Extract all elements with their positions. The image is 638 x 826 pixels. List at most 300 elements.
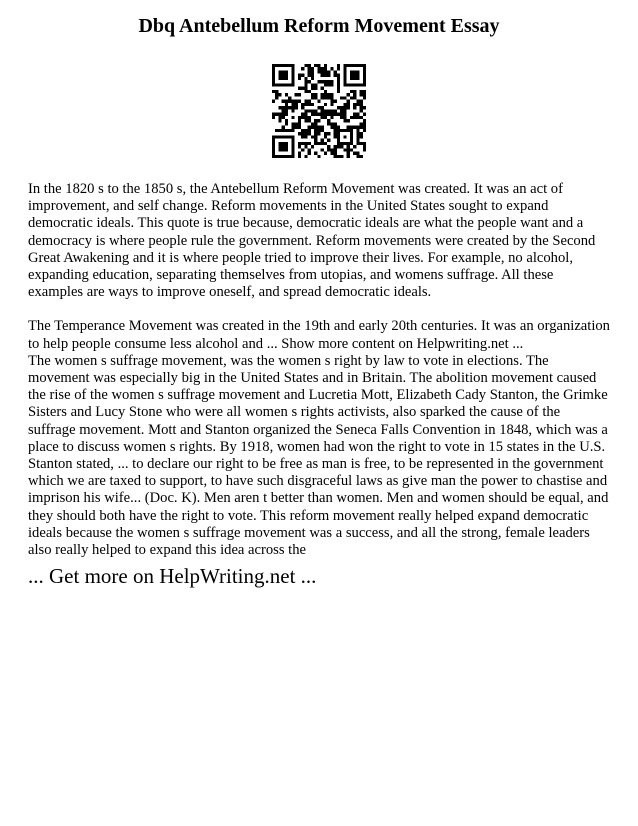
qr-module — [304, 90, 307, 93]
qr-module — [363, 96, 366, 99]
qr-module — [343, 64, 346, 67]
qr-module — [347, 64, 350, 67]
paragraph-suffrage: The women s suffrage movement, was the women s right by law to vote in elections. The movement was especially big in the United States and in Britain. The abolition movement caused the rise of the women s suffrage movement and Lucretia Mott, Elizabeth Cady Stanton, the Grimke Sisters and Lucy Stone who were all women s rights activists, also sparked the cause of the suffrage movement. Mott and Stanton organized the Seneca Falls Convention in 1848, which was a place to discuss women s rights. By 1918, women had won the right to vote in 15 states in the U.S. Stanton stated, ... to declare our right to be free as man is free, to be represented in the government which we are taxed to support, to have such disgraceful laws as give man the power to chastise and imprison his wife... (Doc. K). Men aren t better than women. Men and women should be equal, and they should both have the right to vote. This reform movement really helped expand democratic ideals because the women s suffrage movement was a success, and all the strong, female leaders also really helped to expand this idea across the — [28, 352, 609, 559]
qr-module — [317, 113, 320, 116]
qr-module — [301, 148, 304, 151]
qr-module — [330, 100, 333, 103]
qr-module — [324, 74, 327, 77]
qr-module — [285, 155, 288, 158]
qr-module — [295, 106, 298, 109]
qr-module — [304, 132, 307, 135]
qr-module — [356, 152, 359, 155]
qr-module — [353, 106, 356, 109]
qr-module — [272, 152, 275, 155]
qr-module — [363, 93, 366, 96]
qr-module — [298, 100, 301, 103]
qr-module — [314, 113, 317, 116]
qr-module — [353, 113, 356, 116]
qr-module — [337, 74, 340, 77]
qr-module — [321, 93, 324, 96]
qr-module — [291, 106, 294, 109]
qr-module — [314, 119, 317, 122]
qr-module — [295, 93, 298, 96]
qr-module — [334, 135, 337, 138]
qr-module — [324, 109, 327, 112]
qr-module — [278, 142, 281, 145]
qr-module — [311, 74, 314, 77]
qr-module — [314, 142, 317, 145]
qr-module — [321, 106, 324, 109]
qr-module — [337, 132, 340, 135]
qr-module — [272, 155, 275, 158]
qr-module — [343, 74, 346, 77]
qr-module — [291, 126, 294, 129]
qr-module — [282, 109, 285, 112]
qr-module — [301, 129, 304, 132]
qr-module — [321, 116, 324, 119]
page-title: Dbq Antebellum Reform Movement Essay — [138, 15, 500, 37]
qr-module — [327, 93, 330, 96]
qr-module — [334, 70, 337, 73]
qr-module — [324, 70, 327, 73]
qr-module — [363, 80, 366, 83]
qr-module — [327, 119, 330, 122]
qr-module — [334, 155, 337, 158]
qr-module — [353, 83, 356, 86]
qr-module — [291, 142, 294, 145]
qr-module — [340, 145, 343, 148]
qr-module — [350, 129, 353, 132]
qr-module — [311, 109, 314, 112]
qr-module — [291, 100, 294, 103]
qr-module — [272, 148, 275, 151]
qr-module — [334, 132, 337, 135]
qr-module — [340, 113, 343, 116]
qr-module — [356, 142, 359, 145]
qr-module — [308, 148, 311, 151]
qr-module — [291, 70, 294, 73]
qr-module — [282, 64, 285, 67]
qr-module — [272, 74, 275, 77]
qr-module — [278, 145, 281, 148]
qr-module — [291, 80, 294, 83]
qr-module — [324, 64, 327, 67]
qr-module — [343, 96, 346, 99]
qr-module — [288, 135, 291, 138]
qr-module — [278, 83, 281, 86]
qr-module — [334, 109, 337, 112]
qr-module — [272, 90, 275, 93]
qr-module — [356, 103, 359, 106]
qr-module — [308, 152, 311, 155]
qr-module — [363, 142, 366, 145]
qr-module — [337, 113, 340, 116]
qr-module — [363, 113, 366, 116]
qr-module — [340, 96, 343, 99]
qr-module — [330, 122, 333, 125]
qr-module — [272, 77, 275, 80]
qr-module — [272, 64, 275, 67]
qr-module — [334, 152, 337, 155]
qr-module — [321, 126, 324, 129]
qr-module — [356, 70, 359, 73]
qr-module — [278, 155, 281, 158]
qr-module — [282, 148, 285, 151]
qr-module — [330, 80, 333, 83]
qr-module — [304, 129, 307, 132]
qr-module — [314, 126, 317, 129]
qr-module — [343, 113, 346, 116]
qr-module — [330, 109, 333, 112]
qr-module — [327, 139, 330, 142]
qr-module — [275, 64, 278, 67]
qr-module — [324, 132, 327, 135]
qr-module — [298, 116, 301, 119]
qr-module — [298, 126, 301, 129]
qr-module — [356, 135, 359, 138]
qr-module — [330, 126, 333, 129]
qr-module — [278, 74, 281, 77]
qr-module — [340, 129, 343, 132]
qr-module — [298, 145, 301, 148]
qr-module — [347, 119, 350, 122]
qr-module — [275, 113, 278, 116]
qr-module — [321, 148, 324, 151]
qr-module — [314, 83, 317, 86]
qr-module — [314, 129, 317, 132]
get-more-link[interactable]: ... Get more on HelpWriting.net ... — [28, 564, 317, 588]
qr-module — [337, 67, 340, 70]
qr-module — [347, 100, 350, 103]
qr-module — [301, 87, 304, 90]
qr-module — [275, 155, 278, 158]
qr-module — [311, 103, 314, 106]
qr-module — [311, 126, 314, 129]
qr-module — [363, 67, 366, 70]
qr-module — [340, 109, 343, 112]
qr-module — [278, 119, 281, 122]
qr-module — [350, 70, 353, 73]
qr-module — [275, 129, 278, 132]
qr-module — [291, 148, 294, 151]
qr-module — [282, 145, 285, 148]
qr-module — [311, 145, 314, 148]
qr-module — [282, 113, 285, 116]
qr-module — [350, 148, 353, 151]
qr-module — [321, 70, 324, 73]
qr-module — [308, 80, 311, 83]
qr-module — [291, 77, 294, 80]
qr-module — [350, 126, 353, 129]
qr-module — [350, 77, 353, 80]
qr-module — [272, 113, 275, 116]
qr-module — [334, 122, 337, 125]
qr-module — [360, 93, 363, 96]
qr-module — [324, 93, 327, 96]
qr-module — [304, 80, 307, 83]
qr-module — [334, 129, 337, 132]
qr-module — [308, 132, 311, 135]
qr-module — [304, 119, 307, 122]
qr-module — [343, 70, 346, 73]
qr-module — [353, 64, 356, 67]
qr-module — [327, 83, 330, 86]
qr-module — [343, 142, 346, 145]
qr-module — [360, 103, 363, 106]
qr-module — [317, 64, 320, 67]
qr-module — [334, 126, 337, 129]
qr-module — [321, 109, 324, 112]
qr-module — [291, 145, 294, 148]
qr-module — [291, 129, 294, 132]
qr-module — [343, 80, 346, 83]
qr-module — [356, 100, 359, 103]
qr-module — [350, 90, 353, 93]
qr-module — [298, 74, 301, 77]
qr-module — [278, 70, 281, 73]
qr-module — [363, 126, 366, 129]
qr-module — [347, 126, 350, 129]
qr-module — [278, 106, 281, 109]
qr-module — [314, 93, 317, 96]
qr-module — [291, 83, 294, 86]
qr-module — [295, 103, 298, 106]
qr-module — [301, 113, 304, 116]
qr-module — [337, 145, 340, 148]
qr-module — [278, 77, 281, 80]
qr-module — [272, 116, 275, 119]
qr-module — [321, 74, 324, 77]
qr-module — [314, 64, 317, 67]
qr-module — [317, 100, 320, 103]
qr-module — [337, 129, 340, 132]
paragraph-intro: In the 1820 s to the 1850 s, the Antebellum Reform Movement was created. It was an act of improvement, and self change. Reform movements in the United States sought to expand democratic ideals. This quote is true because, democratic ideals are what the people want and a democracy is where people rule the government. Reform movements were created by the Second Great Awakening and it is where people tried to improve their lives. For example, no alcohol, expanding education, separating themselves from utopias, and womens suffrage. All these examples are ways to improve oneself, and spread democratic ideals. — [28, 181, 596, 301]
qr-module — [321, 113, 324, 116]
qr-module — [298, 122, 301, 125]
qr-module — [317, 70, 320, 73]
qr-module — [360, 106, 363, 109]
qr-module — [363, 70, 366, 73]
qr-module — [350, 116, 353, 119]
qr-module — [343, 67, 346, 70]
qr-module — [288, 100, 291, 103]
qr-module — [360, 100, 363, 103]
qr-module — [337, 83, 340, 86]
qr-module — [340, 142, 343, 145]
qr-module — [314, 96, 317, 99]
qr-module — [285, 106, 288, 109]
qr-module — [350, 135, 353, 138]
qr-module — [334, 100, 337, 103]
qr-module — [330, 67, 333, 70]
qr-module — [317, 142, 320, 145]
qr-module — [272, 83, 275, 86]
qr-module — [285, 93, 288, 96]
qr-module — [343, 83, 346, 86]
qr-module — [304, 145, 307, 148]
qr-module — [301, 142, 304, 145]
qr-module — [324, 83, 327, 86]
qr-module — [308, 109, 311, 112]
qr-module — [298, 132, 301, 135]
qr-module — [285, 135, 288, 138]
qr-module — [356, 77, 359, 80]
qr-module — [304, 64, 307, 67]
qr-module — [347, 148, 350, 151]
qr-module — [278, 148, 281, 151]
qr-module — [285, 83, 288, 86]
qr-module — [314, 135, 317, 138]
qr-module — [278, 93, 281, 96]
qr-module — [360, 109, 363, 112]
qr-module — [317, 67, 320, 70]
qr-module — [347, 129, 350, 132]
qr-module — [311, 83, 314, 86]
qr-module — [285, 113, 288, 116]
qr-module — [317, 155, 320, 158]
qr-module — [272, 139, 275, 142]
qr-module — [360, 135, 363, 138]
qr-module — [308, 74, 311, 77]
qr-module — [285, 70, 288, 73]
qr-module — [353, 77, 356, 80]
qr-module — [356, 64, 359, 67]
qr-module — [363, 74, 366, 77]
qr-module — [350, 139, 353, 142]
qr-module — [285, 129, 288, 132]
qr-module — [360, 132, 363, 135]
qr-module — [334, 113, 337, 116]
qr-module — [272, 145, 275, 148]
qr-module — [282, 106, 285, 109]
qr-module — [291, 103, 294, 106]
qr-module — [327, 74, 330, 77]
qr-module — [282, 129, 285, 132]
qr-module — [321, 87, 324, 90]
qr-module — [304, 142, 307, 145]
qr-module — [311, 113, 314, 116]
qr-module — [285, 77, 288, 80]
qr-module — [337, 77, 340, 80]
qr-module — [311, 67, 314, 70]
qr-module — [356, 155, 359, 158]
qr-module — [337, 90, 340, 93]
qr-module — [278, 113, 281, 116]
qr-module — [272, 70, 275, 73]
qr-module — [304, 100, 307, 103]
qr-module — [298, 87, 301, 90]
qr-module — [288, 83, 291, 86]
qr-module — [278, 129, 281, 132]
qr-module — [360, 122, 363, 125]
qr-module — [317, 132, 320, 135]
qr-module — [327, 80, 330, 83]
qr-module — [285, 100, 288, 103]
qr-module — [363, 64, 366, 67]
qr-module — [304, 87, 307, 90]
qr-module — [337, 87, 340, 90]
qr-module — [314, 122, 317, 125]
qr-module — [291, 155, 294, 158]
qr-module — [282, 83, 285, 86]
qr-module — [301, 103, 304, 106]
qr-module — [330, 96, 333, 99]
qr-module — [317, 126, 320, 129]
essay-body — [28, 181, 610, 559]
qr-module — [337, 139, 340, 142]
qr-module — [353, 145, 356, 148]
qr-module — [360, 142, 363, 145]
qr-module — [353, 126, 356, 129]
qr-module — [301, 67, 304, 70]
qr-module — [285, 122, 288, 125]
qr-module — [350, 96, 353, 99]
qr-module — [363, 119, 366, 122]
qr-module — [327, 148, 330, 151]
qr-module — [282, 116, 285, 119]
qr-module — [311, 77, 314, 80]
qr-module — [363, 83, 366, 86]
qr-module — [282, 142, 285, 145]
qr-module — [301, 135, 304, 138]
qr-module — [360, 83, 363, 86]
qr-module — [308, 116, 311, 119]
qr-module — [311, 87, 314, 90]
qr-module — [353, 96, 356, 99]
qr-module — [330, 152, 333, 155]
qr-module — [282, 74, 285, 77]
qr-module — [337, 64, 340, 67]
qr-module — [304, 83, 307, 86]
qr-module — [347, 145, 350, 148]
qr-module — [321, 67, 324, 70]
qr-module — [363, 148, 366, 151]
qr-module — [327, 145, 330, 148]
qr-module — [353, 116, 356, 119]
qr-module — [321, 139, 324, 142]
qr-module — [340, 116, 343, 119]
qr-module — [324, 67, 327, 70]
qr-module — [308, 126, 311, 129]
qr-module — [282, 100, 285, 103]
qr-module — [347, 93, 350, 96]
qr-module — [272, 100, 275, 103]
qr-module — [321, 129, 324, 132]
qr-module — [288, 129, 291, 132]
qr-module — [311, 70, 314, 73]
qr-module — [282, 77, 285, 80]
qr-module — [324, 113, 327, 116]
qr-module — [321, 80, 324, 83]
qr-module — [353, 90, 356, 93]
qr-module — [353, 93, 356, 96]
qr-module — [301, 116, 304, 119]
qr-module — [347, 142, 350, 145]
qr-module — [275, 83, 278, 86]
qr-module — [285, 64, 288, 67]
qr-module — [347, 103, 350, 106]
qr-module — [285, 109, 288, 112]
qr-module — [304, 109, 307, 112]
qr-module — [340, 155, 343, 158]
qr-module — [327, 132, 330, 135]
qr-module — [324, 90, 327, 93]
qr-module — [298, 142, 301, 145]
qr-module — [334, 145, 337, 148]
qr-module — [285, 119, 288, 122]
qr-module — [356, 129, 359, 132]
qr-module — [308, 103, 311, 106]
